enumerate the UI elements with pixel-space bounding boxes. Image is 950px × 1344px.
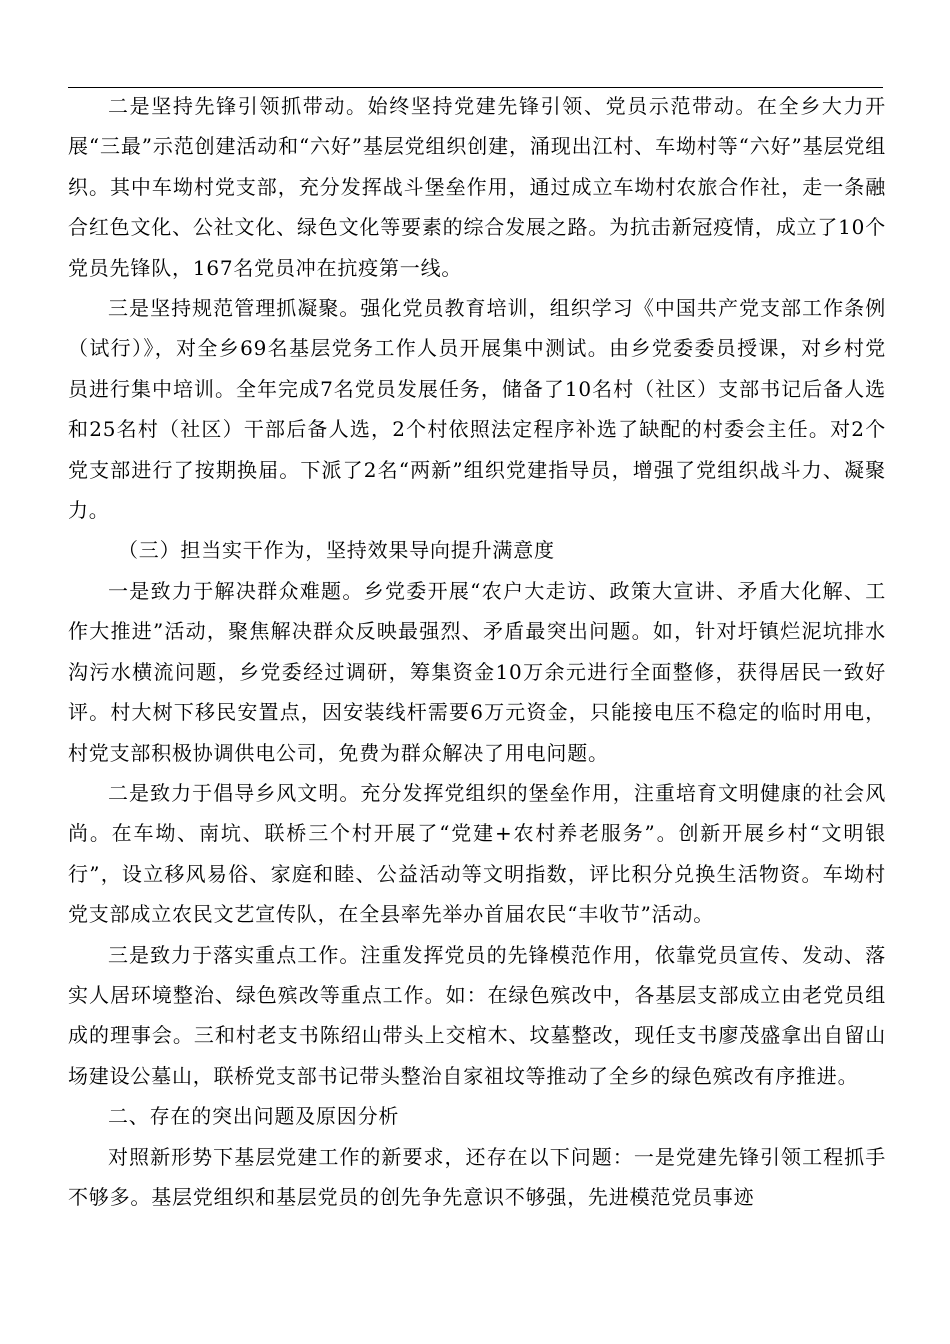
paragraph-solve-difficulties: 一是致力于解决群众难题。乡党委开展“农户大走访、政策大宣讲、矛盾大化解、工作大推进”活动，聚焦解决群众反映最强烈、矛盾最突出问题。如，针对圩镇烂泥坑排水沟污水横流问题，乡党委经过调研，筹集资金10万余元进行全面整修，获得居民一致好评。村大树下移民安置点，因安装线杆需要6万元资金，只能接电压不稳定的临时用电，村党支部积极协调供电公司，免费为群众解决了用电问题。 xyxy=(68,578,886,765)
paragraph-standard-management: 三是坚持规范管理抓凝聚。强化党员教育培训，组织学习《中国共产党支部工作条例（试行）》，对全乡69名基层党务工作人员开展集中测试。由乡党委委员授课，对乡村党员进行集中培训。全年完成7名党员发展任务，储备了10名村（社区）支部书记后备人选和25名村（社区）干部后备人选，2个村依照法定程序补选了缺配的村委会主任。对2个党支部进行了按期换届。下派了2名“两新”组织党建指导员，增强了党组织战斗力、凝聚力。 xyxy=(68,296,886,523)
paragraph-civilization: 二是致力于倡导乡风文明。充分发挥党组织的堡垒作用，注重培育文明健康的社会风尚。在车坳、南坑、联桥三个村开展了“党建+农村养老服务”。创新开展乡村“文明银行”，设立移风易俗、家庭和睦、公益活动等文明指数，评比积分兑换生活物资。车坳村党支部成立农民文艺宣传队，在全县率先举办首届农民“丰收节”活动。 xyxy=(68,780,886,927)
document-body xyxy=(68,86,886,1217)
section-heading-3: （三）担当实干作为，坚持效果导向提升满意度 xyxy=(118,538,555,563)
paragraph-key-work: 三是致力于落实重点工作。注重发挥党员的先锋模范作用，依靠党员宣传、发动、落实人居环境整治、绿色殡改等重点工作。如：在绿色殡改中，各基层支部成立由老党员组成的理事会。三和村老支书陈绍山带头上交棺木、坟墓整改，现任支书廖茂盛拿出自留山场建设公墓山，联桥党支部书记带头整治自家祖坟等推动了全乡的绿色殡改有序推进。 xyxy=(68,942,886,1088)
paragraph-problems: 对照新形势下基层党建工作的新要求，还存在以下问题：一是党建先锋引领工程抓手不够多。基层党组织和基层党员的创先争先意识不够强，先进模范党员事迹 xyxy=(68,1144,886,1209)
section-heading-problems: 二、存在的突出问题及原因分析 xyxy=(108,1104,400,1129)
paragraph-pioneer-leadership: 二是坚持先锋引领抓带动。始终坚持党建先锋引领、党员示范带动。在全乡大力开展“三最”示范创建活动和“六好”基层党组织创建，涌现出江村、车坳村等“六好”基层党组织。其中车坳村党支部，充分发挥战斗堡垒作用，通过成立车坳村农旅合作社，走一条融合红色文化、公社文化、绿色文化等要素的综合发展之路。为抗击新冠疫情，成立了10个党员先锋队，167名党员冲在抗疫第一线。 xyxy=(68,94,886,280)
